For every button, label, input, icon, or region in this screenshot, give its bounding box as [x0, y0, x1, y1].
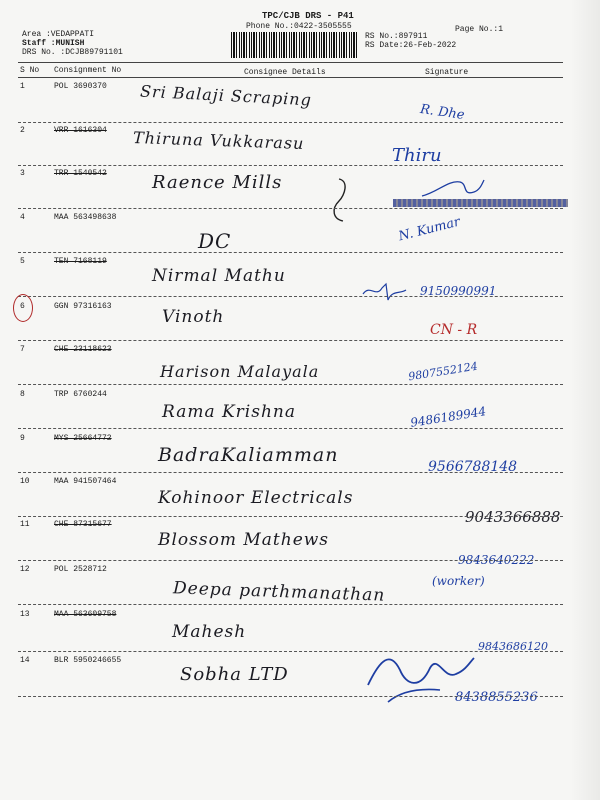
row-number: 1 [20, 82, 25, 91]
sheet-title: TPC/CJB DRS - P41 [262, 11, 354, 21]
row-number: 8 [20, 390, 25, 399]
barcode-image [231, 32, 359, 58]
consignment-number: TRR 1540542 [54, 169, 107, 178]
consignment-number: MAA 941507464 [54, 477, 117, 486]
phone-number: Phone No.:0422-3505555 [246, 22, 352, 31]
drs-number: DRS No. :DCJB89791101 [22, 48, 123, 57]
row-divider [18, 165, 563, 166]
col-consignee: Consignee Details [244, 68, 326, 77]
col-signature: Signature [425, 68, 469, 77]
col-consignment: Consignment No [54, 66, 122, 75]
scribble-mark [418, 174, 488, 204]
signature: R. Dhe [419, 101, 466, 124]
consignee-handwriting: Nirmal Mathu [152, 266, 286, 286]
consignment-number: VRR 1616304 [54, 126, 107, 135]
signature: (worker) [432, 574, 485, 588]
row-number: 14 [20, 656, 30, 665]
consignment-number: BLR 5950246655 [54, 656, 122, 665]
signature: Thiru [392, 145, 442, 166]
signature: 9843686120 [478, 640, 548, 653]
scan-shadow [570, 0, 600, 800]
consignee-handwriting: Sri Balaji Scraping [139, 81, 313, 110]
signature: 8438855236 [455, 690, 538, 705]
row-divider [18, 340, 563, 341]
consignee-handwriting: Raence Mills [152, 172, 283, 193]
rs-number: RS No.:897911 [365, 32, 428, 41]
column-divider [18, 77, 563, 78]
consignment-number: POL 3690370 [54, 82, 107, 91]
row-number: 4 [20, 213, 25, 222]
scribble-mark [360, 280, 410, 302]
rs-date: RS Date:26-Feb-2022 [365, 41, 457, 50]
consignee-handwriting: Vinoth [162, 307, 225, 327]
consignment-number: CHE 87315677 [54, 520, 112, 529]
row-divider [18, 122, 563, 123]
row-divider [18, 428, 563, 429]
signature: 9807552124 [407, 359, 479, 384]
row-number: 9 [20, 434, 25, 443]
consignment-number: MAA 563609758 [54, 610, 117, 619]
consignee-handwriting: BadraKaliamman [158, 444, 339, 466]
area-label: Area :VEDAPPATI [22, 30, 95, 39]
signature: 9486189944 [409, 404, 487, 430]
row-number: 12 [20, 565, 30, 574]
signature: 9843640222 [458, 553, 535, 567]
row-divider [18, 696, 563, 697]
consignee-handwriting: Blossom Mathews [158, 530, 330, 550]
consignee-handwriting: Mahesh [172, 622, 247, 642]
row-number: 7 [20, 345, 25, 354]
consignee-handwriting: Rama Krishna [162, 402, 297, 422]
row-number: 5 [20, 257, 25, 266]
consignment-number: POL 2528712 [54, 565, 107, 574]
consignment-number: MYS 25664772 [54, 434, 112, 443]
consignee-handwriting: Harison Malayala [160, 362, 320, 381]
consignment-number: TEN 7168119 [54, 257, 107, 266]
signature: 9566788148 [428, 459, 518, 475]
signature: CN - R [430, 322, 478, 338]
row-number: 10 [20, 477, 30, 486]
col-sno: S No [20, 66, 40, 75]
row-divider [18, 296, 563, 297]
staff-label: Staff :MUNISH [22, 39, 85, 48]
signature: 9150990991 [420, 284, 497, 298]
consignment-number: TRP 6760244 [54, 390, 107, 399]
consignee-handwriting: Deepa parthmanathan [172, 578, 386, 606]
consignment-number: MAA 563498638 [54, 213, 117, 222]
row-number: 6 [20, 302, 25, 311]
row-number: 13 [20, 610, 30, 619]
row-number: 11 [20, 520, 30, 529]
row-number: 2 [20, 126, 25, 135]
consignee-handwriting: Sobha LTD [180, 664, 289, 685]
row-divider [18, 560, 563, 561]
row-divider [18, 384, 563, 385]
consignment-number: GGN 97316163 [54, 302, 112, 311]
consignee-handwriting: DC [198, 229, 232, 253]
page-number: Page No.:1 [455, 25, 504, 34]
scribble-mark [325, 175, 355, 225]
consignment-number: CHE 23118623 [54, 345, 112, 354]
row-divider [18, 516, 563, 517]
header-divider [18, 62, 563, 63]
row-divider [18, 604, 563, 605]
signature: 9043366888 [465, 508, 561, 526]
consignee-handwriting: Kohinoor Electricals [158, 488, 354, 508]
row-divider [18, 472, 563, 473]
row-divider [18, 208, 563, 209]
consignee-handwriting: Thiruna Vukkarasu [132, 128, 305, 153]
signature: N. Kumar [397, 214, 462, 245]
row-divider [18, 651, 563, 652]
row-number: 3 [20, 169, 25, 178]
row-divider [18, 252, 563, 253]
